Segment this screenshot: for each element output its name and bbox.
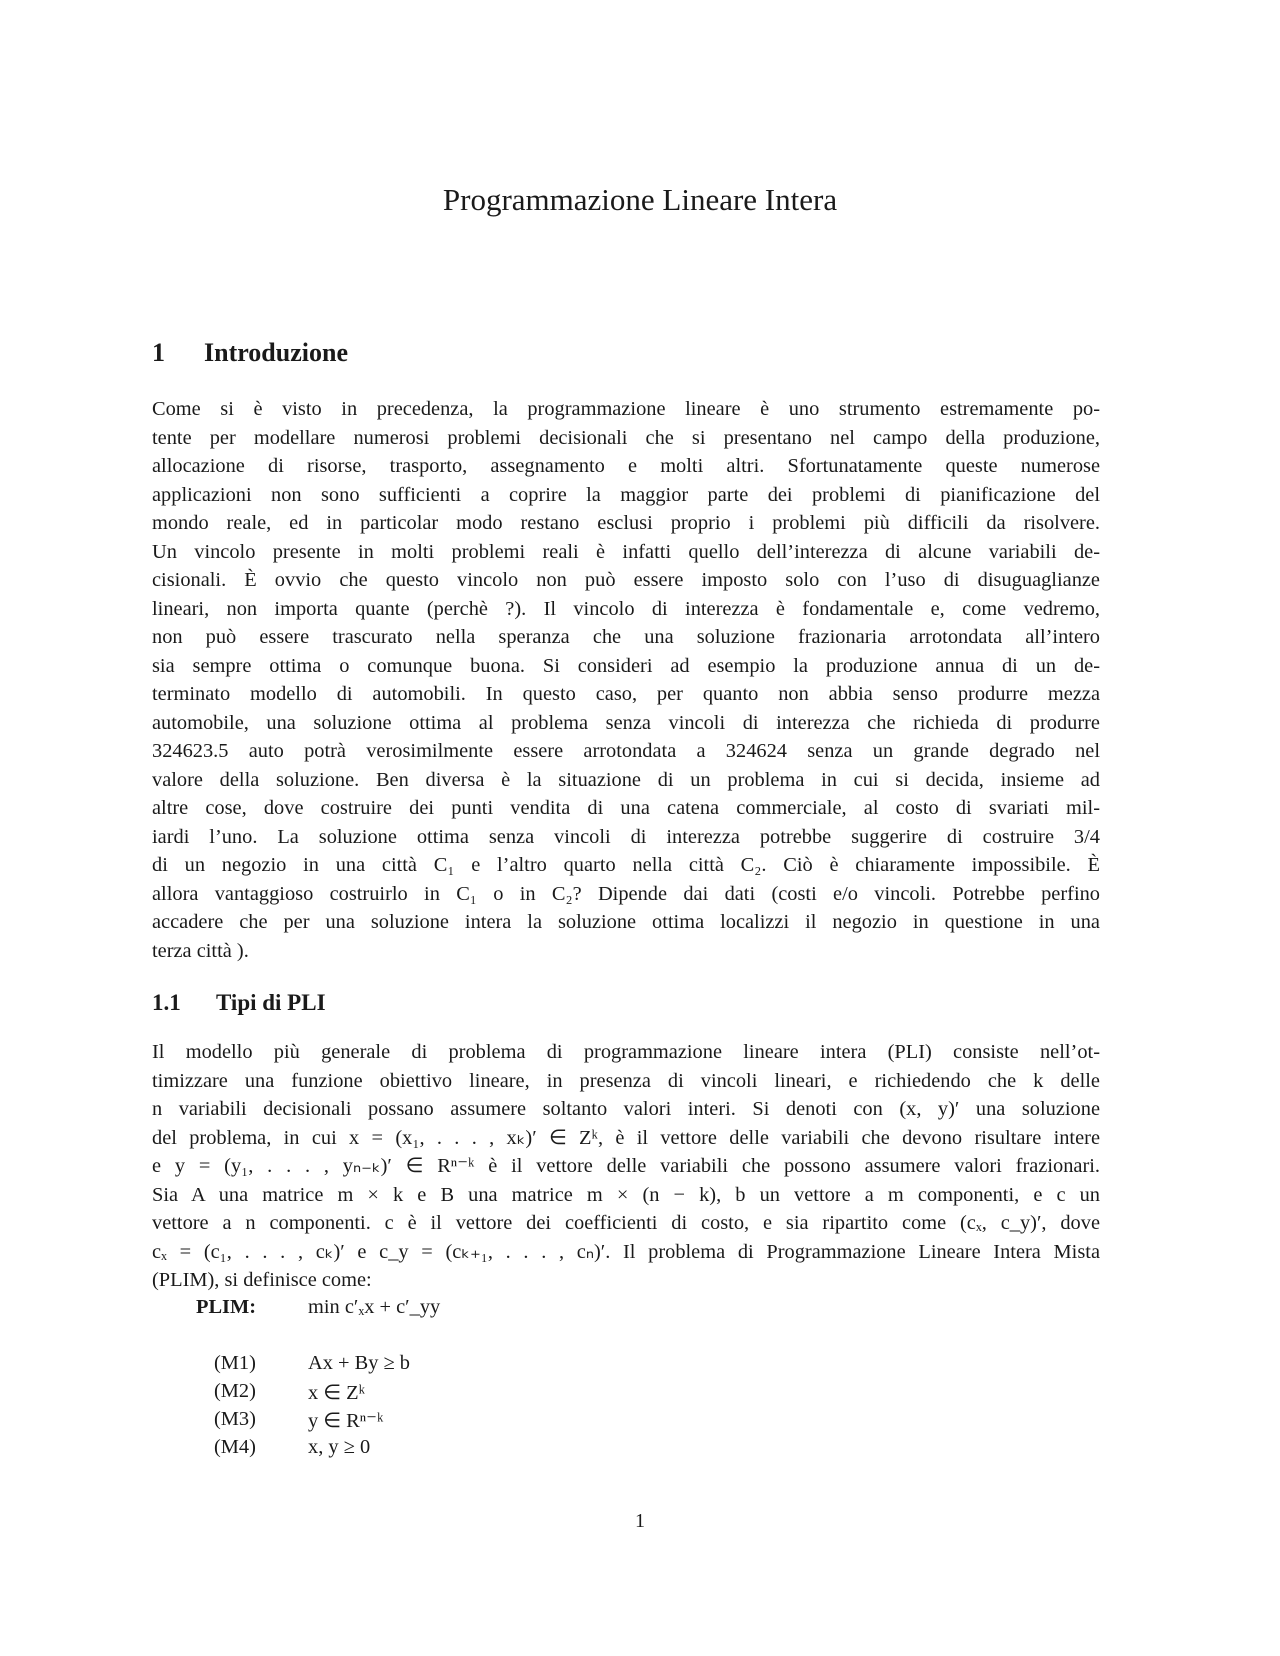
constraint-label: (M4) [214,1436,256,1458]
text-line: cisionali. È ovvio che questo vincolo non può essere imposto solo con l’uso di disuguaglianze [152,569,1100,591]
text-line: valore della soluzione. Ben diversa è la situazione di un problema in cui si decida, insieme ad [152,768,1100,791]
text-line: e y = (y₁, . . . , yₙ₋ₖ)′ ∈ Rⁿ⁻ᵏ è il vettore delle variabili che possono assumere valori frazionari. [152,1155,1100,1177]
text-line: lineari, non importa quante (perchè ?). Il vincolo di interezza è fondamentale e, come vedremo, [152,597,1100,620]
intro-paragraph [152,395,1100,965]
text-line: vettore a n componenti. c è il vettore dei coefficienti di costo, e sia ripartito come (cₓ, c_y)′, dove [152,1212,1100,1234]
constraint-label: (M3) [214,1408,256,1430]
text-line: terminato modello di automobili. In questo caso, per quanto non abbia senso produrre mezza [152,683,1100,705]
constraint-expr: x, y ≥ 0 [308,1436,371,1458]
text-line: Un vincolo presente in molti problemi reali è infatti quello dell’interezza di alcune variabili de- [152,540,1100,563]
section-title: Introduzione [204,338,348,367]
text-line: accadere che per una soluzione intera la soluzione ottima localizzi il negozio in questione in una [152,911,1100,933]
text-line: altre cose, dove costruire dei punti vendita di una catena commerciale, al costo di svariati mil- [152,797,1100,819]
text-line: Il modello più generale di problema di programmazione lineare intera (PLI) consiste nell’ot- [152,1041,1100,1063]
section-heading [152,338,348,368]
text-line: Sia A una matrice m × k e B una matrice m × (n − k), b un vettore a m componenti, e c un [152,1183,1100,1206]
constraint-expr: Ax + By ≥ b [308,1352,410,1374]
text-line: di un negozio in una città C₁ e l’altro quarto nella città C₂. Ciò è chiaramente impossibile. È [152,854,1100,876]
text-line: del problema, in cui x = (x₁, . . . , xₖ)′ ∈ Zᵏ, è il vettore delle variabili che devono risultare intere [152,1126,1100,1149]
constraint-label: (M2) [214,1380,256,1402]
text-line: allocazione di risorse, trasporto, assegnamento e molti altri. Sfortunatamente queste numerose [152,455,1100,477]
text-line: non può essere trascurato nella speranza che una soluzione frazionaria arrotondata all’intero [152,626,1100,648]
document-title: Programmazione Lineare Intera [442,182,838,217]
text-line: terza città ). [152,939,249,962]
text-line: timizzare una funzione obiettivo lineare, in presenza di vincoli lineari, e richiedendo che k delle [152,1069,1100,1092]
section-number: 1 [152,338,165,367]
text-line: n variabili decisionali possano assumere soltanto valori interi. Si denoti con (x, y)′ una soluzione [152,1098,1100,1120]
text-line: 324623.5 auto potrà verosimilmente essere arrotondata a 324624 senza un grande degrado nel [152,740,1100,762]
model-name: PLIM: [196,1296,257,1318]
text-line: allora vantaggioso costruirlo in C₁ o in C₂? Dipende dai dati (costi e/o vincoli. Potrebbe perfino [152,882,1100,905]
constraint-expr: x ∈ Zᵏ [308,1382,366,1404]
text-line: sia sempre ottima o comunque buona. Si consideri ad esempio la produzione annua di un de- [152,654,1100,677]
subsection-heading [152,990,326,1016]
text-line: automobile, una soluzione ottima al problema senza vincoli di interezza che richieda di produrre [152,711,1100,734]
text-line: applicazioni non sono sufficienti a coprire la maggior parte dei problemi di pianificazione del [152,483,1100,506]
text-line: mondo reale, ed in particolar modo restano esclusi proprio i problemi più difficili da risolvere. [152,512,1100,534]
text-line: cₓ = (c₁, . . . , cₖ)′ e c_y = (cₖ₊₁, . . . , cₙ)′. Il problema di Programmazione Lineare Intera Mista [152,1240,1100,1263]
text-line: iardi l’uno. La soluzione ottima senza vincoli di interezza potrebbe suggerire di costruire 3/4 [152,825,1100,848]
pli-paragraph [152,1038,1100,1295]
text-line: (PLIM), si definisce come: [152,1269,372,1291]
page-number: 1 [635,1510,645,1532]
text-line: Come si è visto in precedenza, la programmazione lineare è uno strumento estremamente po- [152,398,1100,420]
text-line: tente per modellare numerosi problemi decisionali che si presentano nel campo della produzione, [152,426,1100,449]
objective-function: min c′ₓx + c′_yy [308,1296,441,1318]
constraint-label: (M1) [214,1352,256,1374]
subsection-number: 1.1 [152,990,181,1015]
subsection-title: Tipi di PLI [216,990,326,1015]
constraint-expr: y ∈ Rⁿ⁻ᵏ [308,1410,384,1432]
